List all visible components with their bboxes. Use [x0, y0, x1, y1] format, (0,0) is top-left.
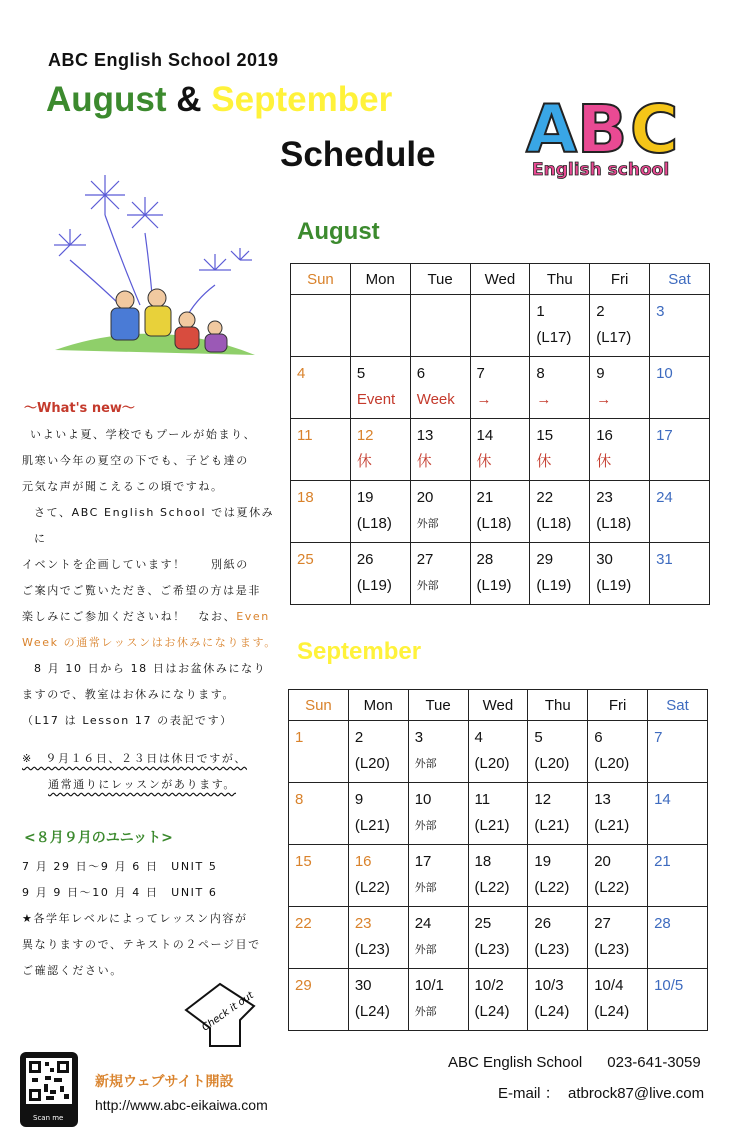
day-note: (L19)	[596, 577, 632, 594]
calendar-day-cell	[650, 357, 710, 419]
day-note: (L22)	[354, 879, 390, 896]
calendar-week-row	[289, 907, 708, 969]
september-heading: September	[297, 638, 422, 665]
calendar-week-row	[291, 295, 710, 357]
news-body	[22, 422, 280, 734]
calendar-day-cell	[291, 419, 351, 481]
day-note: (L21)	[354, 817, 390, 834]
day-note: (L18)	[596, 515, 632, 532]
day-note: Event	[356, 391, 396, 408]
calendar-day-cell	[648, 907, 708, 969]
units-line: ご確認ください。	[22, 964, 123, 977]
news-line: さて、ABC English School では夏休みに	[34, 506, 275, 545]
news-line: Week の通常レッスンはお休みになります。	[22, 636, 277, 649]
contact-school	[448, 1054, 701, 1071]
calendar-day-cell	[528, 783, 588, 845]
day-number: 4	[474, 729, 483, 746]
day-number: 18	[474, 853, 492, 870]
calendar-day-cell	[289, 783, 349, 845]
day-note: (L24)	[594, 1003, 630, 1020]
day-number: 10/2	[474, 977, 504, 994]
day-number: 27	[594, 915, 611, 932]
check-it-out-sign	[180, 980, 260, 1050]
calendar-day-cell	[350, 543, 410, 605]
day-note: 外部	[414, 758, 437, 770]
news-line: 8 月 10 日から 18 日はお盆休みになり	[34, 662, 267, 675]
day-note: (L24)	[474, 1003, 510, 1020]
day-number: 10	[656, 365, 673, 382]
calendar-day-cell	[348, 969, 408, 1031]
day-note: (L21)	[534, 817, 570, 834]
day-number: 13	[594, 791, 611, 808]
day-note: (L19)	[476, 577, 512, 594]
calendar-day-cell	[408, 845, 468, 907]
calendar-day-cell	[528, 969, 588, 1031]
weekday-header: Fri	[590, 264, 650, 295]
contact-name: ABC English School	[448, 1054, 583, 1071]
day-note: (L23)	[534, 941, 570, 958]
calendar-day-cell	[530, 543, 590, 605]
day-note: Week	[416, 391, 455, 408]
day-note: (L17)	[536, 329, 572, 346]
fireworks-illustration	[45, 170, 260, 362]
news-line: ますので、教室はお休みになります。	[22, 688, 236, 701]
day-number: 10/3	[534, 977, 564, 994]
day-note: (L20)	[474, 755, 510, 772]
calendar-day-cell	[408, 907, 468, 969]
day-note: 外部	[414, 820, 437, 832]
day-number: 27	[416, 551, 434, 568]
news-line	[22, 604, 280, 630]
weekday-header: Sun	[289, 690, 349, 721]
day-note: (L21)	[594, 817, 630, 834]
day-number: 24	[414, 915, 432, 932]
calendar-week-row	[291, 481, 710, 543]
svg-text:B: B	[577, 91, 628, 168]
calendar-day-cell	[289, 969, 349, 1031]
website-url[interactable]: http://www.abc-eikaiwa.com	[95, 1097, 268, 1113]
day-number: 6	[594, 729, 603, 746]
contact-phone[interactable]: 023-641-3059	[607, 1054, 701, 1071]
day-number: 10/4	[594, 977, 624, 994]
calendar-day-cell	[468, 783, 528, 845]
calendar-day-cell	[289, 721, 349, 783]
day-number: 5	[534, 729, 543, 746]
calendar-day-cell	[650, 419, 710, 481]
day-note: 外部	[414, 1006, 437, 1018]
day-number: 23	[596, 489, 613, 506]
calendar-week-row	[289, 969, 708, 1031]
units-line: 7 月 29 日〜9 月 6 日 UNIT 5	[22, 860, 218, 873]
calendar-day-cell	[528, 907, 588, 969]
day-number: 3	[656, 303, 665, 320]
calendar-day-cell	[588, 845, 648, 907]
day-number: 23	[354, 915, 372, 932]
calendar-day-cell	[648, 845, 708, 907]
calendar-day-cell	[590, 543, 650, 605]
weekday-header: Tue	[410, 264, 470, 295]
calendar-day-cell	[348, 907, 408, 969]
news-line: イベントを企画しています！ 別紙の	[22, 558, 249, 571]
calendar-day-cell	[588, 969, 648, 1031]
calendar-day-cell	[590, 357, 650, 419]
weekday-header: Sat	[650, 264, 710, 295]
day-note: 外部	[414, 882, 437, 894]
news-line: 元気な声が聞こえるこの頃ですね。	[22, 480, 224, 493]
day-note: 休	[416, 453, 432, 470]
calendar-week-row	[291, 419, 710, 481]
day-number: 20	[594, 853, 611, 870]
weekday-header: Thu	[530, 264, 590, 295]
calendar-day-cell	[590, 295, 650, 357]
day-note: 外部	[416, 518, 439, 530]
weekday-header: Mon	[348, 690, 408, 721]
title-september: September	[211, 80, 393, 119]
weekday-header: Wed	[468, 690, 528, 721]
calendar-day-cell	[650, 481, 710, 543]
day-note: (L18)	[536, 515, 572, 532]
weekday-header: Sun	[291, 264, 351, 295]
calendar-day-cell	[468, 969, 528, 1031]
weekday-header: Fri	[588, 690, 648, 721]
weekday-header-row	[291, 264, 710, 295]
day-note: (L23)	[594, 941, 630, 958]
day-number: 13	[416, 427, 434, 444]
august-calendar	[290, 263, 710, 605]
day-note: 休	[536, 453, 552, 470]
day-number: 10/5	[654, 977, 684, 994]
svg-text:English school: English school	[532, 160, 670, 180]
day-number: 17	[414, 853, 432, 870]
calendar-day-cell	[530, 481, 590, 543]
notice-line: ※ ９月１６日、２３日は休日ですが、	[22, 752, 248, 765]
calendar-day-cell	[590, 481, 650, 543]
calendar-day-cell	[468, 907, 528, 969]
day-number: 31	[656, 551, 673, 568]
calendar-day-cell	[468, 721, 528, 783]
day-number: 19	[356, 489, 374, 506]
page-title	[46, 80, 392, 120]
calendar-day-cell	[588, 783, 648, 845]
calendar-day-cell	[528, 721, 588, 783]
day-number: 10/1	[414, 977, 444, 994]
day-note: (L21)	[474, 817, 510, 834]
calendar-day-cell	[590, 419, 650, 481]
calendar-day-cell	[289, 907, 349, 969]
calendar-day-cell	[291, 357, 351, 419]
calendar-day-cell	[588, 907, 648, 969]
calendar-day-cell	[528, 845, 588, 907]
day-note: (L24)	[354, 1003, 390, 1020]
day-note: 休	[356, 453, 372, 470]
calendar-day-cell	[350, 481, 410, 543]
calendar-day-cell	[530, 357, 590, 419]
august-heading: August	[297, 218, 380, 245]
calendar-day-cell	[410, 357, 470, 419]
calendar-day-cell	[648, 969, 708, 1031]
day-number: 25	[474, 915, 492, 932]
day-number: 28	[476, 551, 494, 568]
calendar-day-cell	[470, 295, 530, 357]
units-line: 異なりますので、テキストの２ページ目で	[22, 938, 261, 951]
day-note: (L19)	[536, 577, 572, 594]
calendar-day-cell	[470, 357, 530, 419]
calendar-day-cell	[468, 845, 528, 907]
day-number: 28	[654, 915, 671, 932]
calendar-week-row	[291, 543, 710, 605]
qr-code[interactable]	[20, 1052, 78, 1127]
day-note: (L23)	[474, 941, 510, 958]
day-number: 21	[654, 853, 671, 870]
day-number: 26	[534, 915, 552, 932]
calendar-day-cell	[650, 543, 710, 605]
calendar-day-cell	[350, 295, 410, 357]
weekday-header: Mon	[350, 264, 410, 295]
units-line: ★各学年レベルによってレッスン内容が	[22, 912, 248, 925]
day-number: 14	[654, 791, 671, 808]
units-line: 9 月 9 日〜10 月 4 日 UNIT 6	[22, 886, 218, 899]
day-number: 24	[656, 489, 673, 506]
weekday-header: Wed	[470, 264, 530, 295]
notice-line: 通常通りにレッスンがあります。	[48, 778, 237, 791]
day-note: 休	[596, 453, 612, 470]
day-note: (L23)	[354, 941, 390, 958]
abc-logo	[522, 90, 692, 185]
weekday-header: Thu	[528, 690, 588, 721]
weekday-header: Sat	[648, 690, 708, 721]
calendar-day-cell	[650, 295, 710, 357]
calendar-day-cell	[350, 419, 410, 481]
day-number: 8	[295, 791, 304, 808]
day-number: 1	[536, 303, 545, 320]
news-line-text: 楽しみにご参加くださいね！ なお、	[22, 610, 237, 623]
day-note: (L18)	[476, 515, 512, 532]
day-number: 17	[656, 427, 673, 444]
day-number: 10	[414, 791, 432, 808]
title-ampersand: &	[176, 80, 202, 119]
day-number: 12	[534, 791, 552, 808]
day-number: 7	[654, 729, 663, 746]
calendar-day-cell	[348, 845, 408, 907]
calendar-day-cell	[410, 543, 470, 605]
calendar-day-cell	[530, 419, 590, 481]
calendar-day-cell	[588, 721, 648, 783]
day-note: (L24)	[534, 1003, 570, 1020]
day-number: 7	[476, 365, 485, 382]
title-schedule: Schedule	[280, 135, 436, 174]
email-label: E-mail ：	[498, 1085, 560, 1102]
calendar-day-cell	[470, 543, 530, 605]
website-label: 新規ウェブサイト開設	[95, 1074, 234, 1090]
calendar-day-cell	[348, 721, 408, 783]
day-note: (L17)	[596, 329, 632, 346]
day-number: 11	[297, 427, 313, 444]
day-number: 12	[356, 427, 374, 444]
september-calendar	[288, 689, 708, 1031]
day-note: (L22)	[474, 879, 510, 896]
news-line: いよいよ夏、学校でもプールが始まり、	[30, 428, 257, 441]
day-note: 外部	[414, 944, 437, 956]
calendar-day-cell	[350, 357, 410, 419]
calendar-day-cell	[530, 295, 590, 357]
news-line: （L17 は Lesson 17 の表記です）	[22, 714, 233, 727]
day-note: →	[596, 391, 612, 408]
news-line: ご案内でご覧いただき、ご希望の方は是非	[22, 584, 261, 597]
whats-new-heading: 〜What's new〜	[24, 401, 135, 416]
weekday-header-row	[289, 690, 708, 721]
calendar-day-cell	[408, 721, 468, 783]
day-number: 25	[297, 551, 314, 568]
news-event-highlight: Even	[236, 610, 270, 623]
day-number: 1	[295, 729, 304, 746]
weekday-header: Tue	[408, 690, 468, 721]
calendar-day-cell	[470, 419, 530, 481]
day-number: 29	[536, 551, 554, 568]
day-number: 2	[596, 303, 605, 320]
calendar-week-row	[291, 357, 710, 419]
day-number: 22	[536, 489, 554, 506]
day-number: 9	[596, 365, 605, 382]
title-august: August	[46, 80, 167, 119]
day-number: 20	[416, 489, 434, 506]
day-note: (L20)	[594, 755, 630, 772]
calendar-day-cell	[648, 721, 708, 783]
day-number: 16	[596, 427, 613, 444]
calendar-week-row	[289, 721, 708, 783]
day-number: 2	[354, 729, 364, 746]
calendar-day-cell	[410, 481, 470, 543]
calendar-day-cell	[289, 845, 349, 907]
day-number: 26	[356, 551, 374, 568]
day-note: 外部	[416, 580, 439, 592]
day-number: 29	[295, 977, 312, 994]
day-number: 11	[474, 791, 491, 808]
day-note: (L20)	[534, 755, 570, 772]
day-number: 14	[476, 427, 494, 444]
units-body	[22, 854, 280, 984]
calendar-day-cell	[291, 543, 351, 605]
calendar-day-cell	[408, 783, 468, 845]
day-number: 15	[295, 853, 312, 870]
day-note: (L19)	[356, 577, 392, 594]
holiday-notice	[22, 746, 284, 798]
day-number: 21	[476, 489, 494, 506]
day-number: 18	[297, 489, 314, 506]
units-heading: <８月９月のユニット>	[24, 830, 173, 846]
check-it-out-text: Check it out	[200, 990, 256, 1034]
day-note: →	[476, 391, 492, 408]
svg-text:C: C	[630, 91, 679, 168]
day-number: 6	[416, 365, 426, 382]
day-number: 16	[354, 853, 372, 870]
day-number: 9	[354, 791, 364, 808]
day-note: (L22)	[594, 879, 630, 896]
day-note: →	[536, 391, 552, 408]
school-year-title: ABC English School 2019	[48, 50, 279, 70]
day-number: 30	[596, 551, 613, 568]
day-number: 30	[354, 977, 372, 994]
qr-caption: Scan me	[33, 1114, 64, 1122]
calendar-week-row	[289, 783, 708, 845]
day-note: (L18)	[356, 515, 392, 532]
day-number: 19	[534, 853, 552, 870]
email-address[interactable]: atbrock87@live.com	[568, 1085, 705, 1102]
day-number: 3	[414, 729, 424, 746]
contact-email-line	[498, 1082, 704, 1103]
day-note: (L22)	[534, 879, 570, 896]
calendar-day-cell	[408, 969, 468, 1031]
news-line: 肌寒い今年の夏空の下でも、子ども達の	[22, 454, 249, 467]
day-number: 5	[356, 365, 366, 382]
calendar-day-cell	[291, 295, 351, 357]
day-number: 15	[536, 427, 554, 444]
day-note: (L20)	[354, 755, 390, 772]
calendar-day-cell	[410, 419, 470, 481]
day-number: 22	[295, 915, 312, 932]
calendar-day-cell	[470, 481, 530, 543]
calendar-week-row	[289, 845, 708, 907]
day-number: 4	[297, 365, 306, 382]
calendar-day-cell	[291, 481, 351, 543]
calendar-day-cell	[648, 783, 708, 845]
day-number: 8	[536, 365, 545, 382]
day-note: 休	[476, 453, 492, 470]
calendar-day-cell	[348, 783, 408, 845]
svg-text:A: A	[526, 91, 578, 168]
calendar-day-cell	[410, 295, 470, 357]
